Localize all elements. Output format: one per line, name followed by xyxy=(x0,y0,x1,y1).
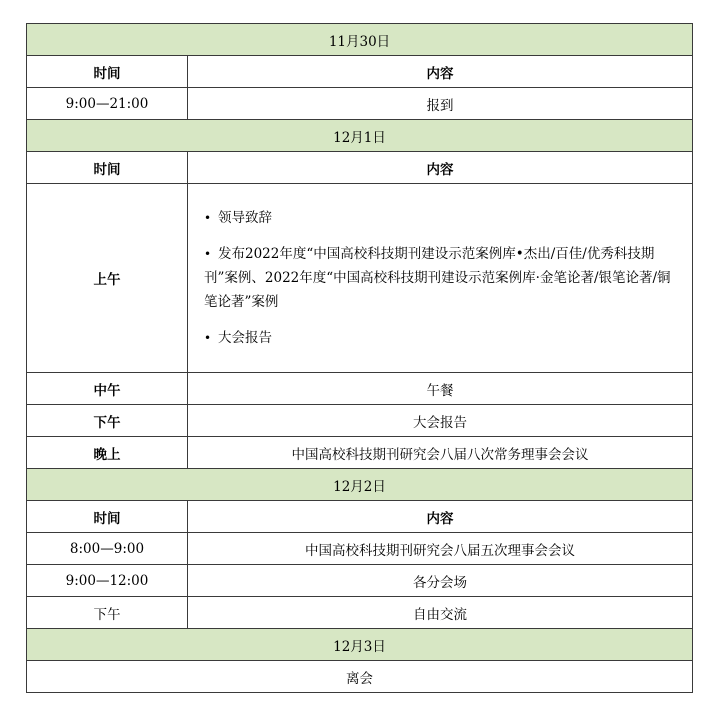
table-row xyxy=(27,565,693,597)
time-cell: 9:00—21:00 xyxy=(27,88,188,120)
content-cell: 中国高校科技期刊研究会八届八次常务理事会会议 xyxy=(188,437,693,469)
list-item xyxy=(204,326,684,350)
content-column-header: 内容 xyxy=(188,501,693,533)
table-row xyxy=(27,661,693,693)
content-cell: 大会报告 xyxy=(188,405,693,437)
column-header-row xyxy=(27,501,693,533)
column-header-row xyxy=(27,152,693,184)
bullet-icon: • xyxy=(204,247,212,261)
list-item-text: 领导致辞 xyxy=(218,210,272,226)
content-cell: 各分会场 xyxy=(188,565,693,597)
day-date: 12月3日 xyxy=(27,629,693,661)
time-column-header: 时间 xyxy=(27,501,188,533)
list-item-text: 发布2022年度“中国高校科技期刊建设示范案例库•杰出/百佳/优秀科技期刊”案例、2022年度“中国高校科技期刊建设示范案例库·金笔论著/银笔论著/铜笔论著”案例 xyxy=(204,246,671,310)
table-row xyxy=(27,437,693,469)
table-row xyxy=(27,88,693,120)
table-row xyxy=(27,597,693,629)
content-cell: 报到 xyxy=(188,88,693,120)
bullet-icon: • xyxy=(204,211,212,225)
bullet-icon: • xyxy=(204,331,212,345)
day-date: 12月2日 xyxy=(27,469,693,501)
time-cell: 中午 xyxy=(27,373,188,405)
time-cell: 下午 xyxy=(27,597,188,629)
day-date: 11月30日 xyxy=(27,24,693,56)
day-header-row xyxy=(27,120,693,152)
content-cell: 中国高校科技期刊研究会八届五次理事会会议 xyxy=(188,533,693,565)
day-header-row xyxy=(27,24,693,56)
time-column-header: 时间 xyxy=(27,152,188,184)
table-row xyxy=(27,373,693,405)
content-cell: 午餐 xyxy=(188,373,693,405)
content-column-header: 内容 xyxy=(188,56,693,88)
list-item-text: 大会报告 xyxy=(218,330,272,346)
content-cell: 自由交流 xyxy=(188,597,693,629)
time-cell: 下午 xyxy=(27,405,188,437)
table-row xyxy=(27,533,693,565)
time-cell: 晚上 xyxy=(27,437,188,469)
content-cell: 离会 xyxy=(27,661,693,693)
content-column-header: 内容 xyxy=(188,152,693,184)
time-column-header: 时间 xyxy=(27,56,188,88)
column-header-row xyxy=(27,56,693,88)
list-item xyxy=(204,242,684,314)
content-list-cell xyxy=(188,184,693,373)
agenda-table xyxy=(26,23,693,693)
table-row xyxy=(27,184,693,373)
list-item xyxy=(204,206,684,230)
time-cell: 9:00—12:00 xyxy=(27,565,188,597)
day-date: 12月1日 xyxy=(27,120,693,152)
day-header-row xyxy=(27,469,693,501)
time-cell: 8:00—9:00 xyxy=(27,533,188,565)
time-cell: 上午 xyxy=(27,184,188,373)
day-header-row xyxy=(27,629,693,661)
table-row xyxy=(27,405,693,437)
